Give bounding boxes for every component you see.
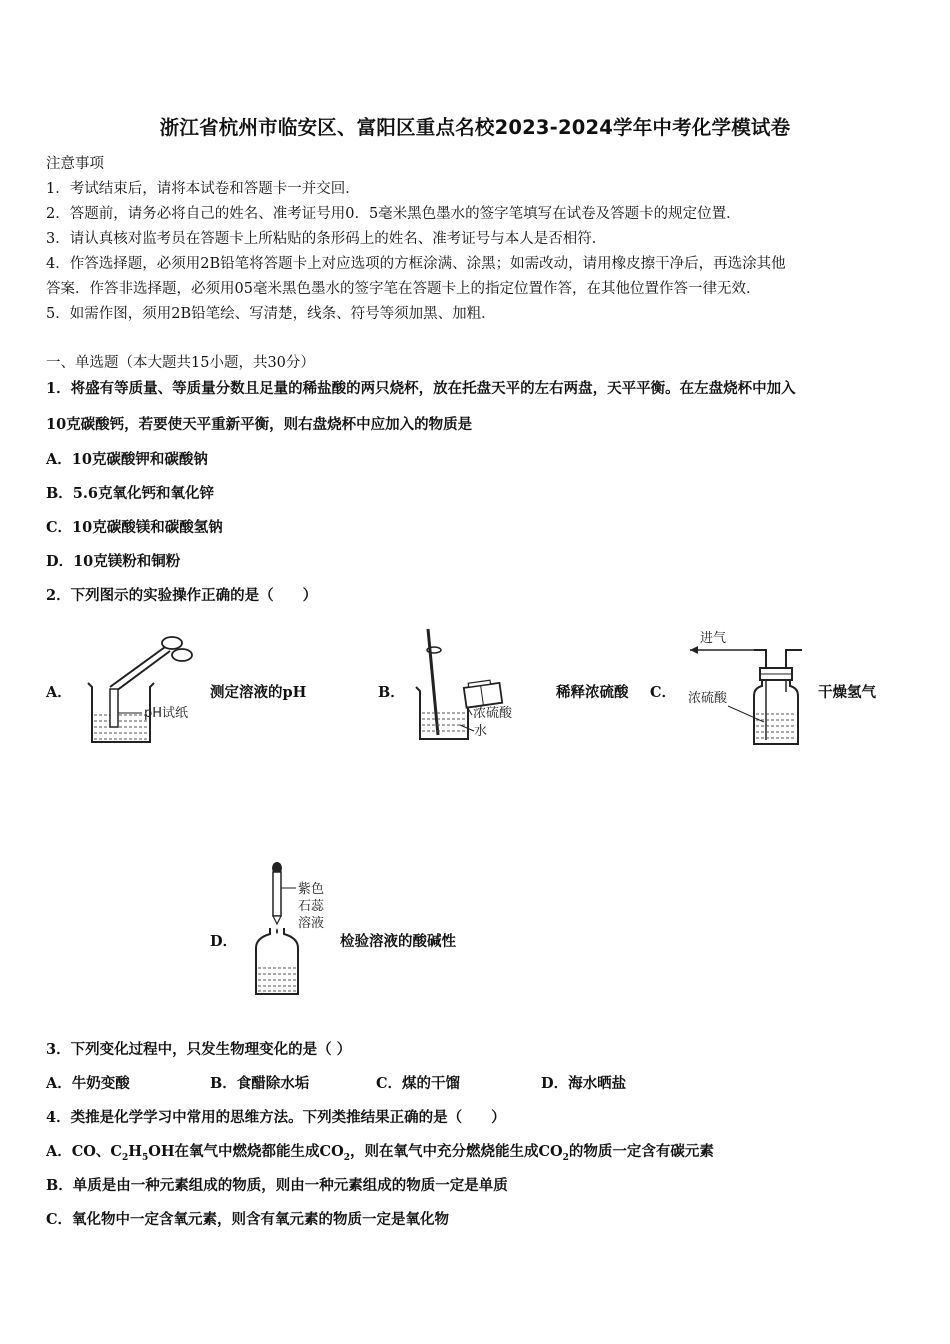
- litmus-label-3: 溶液: [298, 916, 325, 931]
- dilute-acid-figure: [410, 625, 550, 750]
- q4-stem: 4．类推是化学学习中常用的思维方法。下列类推结果正确的是（ ）: [46, 1109, 506, 1126]
- q4-option-b: B．单质是由一种元素组成的物质，则由一种元素组成的物质一定是单质: [46, 1177, 508, 1194]
- q2-option-b-caption: 稀释浓硫酸: [556, 684, 629, 701]
- notice-item: 5．如需作图，须用2B铅笔绘、写清楚，线条、符号等须加黑、加粗．: [46, 306, 496, 322]
- q2-option-a-letter: A．: [46, 684, 72, 701]
- q2-option-b-letter: B．: [378, 684, 405, 701]
- q3-option-d: D．海水晒盐: [541, 1075, 627, 1092]
- q3-stem: 3．下列变化过程中，只发生物理变化的是（ ）: [46, 1041, 352, 1058]
- litmus-label-2: 石蕊: [298, 899, 325, 914]
- q2-option-d-caption: 检验溶液的酸碱性: [340, 933, 456, 950]
- q3-option-a: A．牛奶变酸: [46, 1075, 130, 1092]
- q2-option-a-caption: 测定溶液的pH: [210, 684, 307, 701]
- q3-option-b: B．食醋除水垢: [210, 1075, 310, 1092]
- notice-item: 2．答题前，请务必将自己的姓名、准考证号用0．5毫米黑色墨水的签字笔填写在试卷及答题卡的规定位置．: [46, 206, 741, 222]
- q1-stem-line2: 10克碳酸钙，若要使天平重新平衡，则右盘烧杯中应加入的物质是: [46, 416, 473, 433]
- q1-option-b: B．5.6克氧化钙和氧化锌: [46, 485, 214, 502]
- ph-test-figure: [80, 635, 220, 750]
- conc-acid-label: 浓硫酸: [473, 706, 513, 721]
- q3-option-c: C．煤的干馏: [376, 1075, 461, 1092]
- q2-option-d-letter: D．: [210, 933, 238, 950]
- section-heading: 一、单选题（本大题共15小题，共30分）: [46, 355, 315, 371]
- q2-option-c-letter: C．: [650, 684, 677, 701]
- notice-item: 1．考试结束后，请将本试卷和答题卡一并交回．: [46, 181, 360, 197]
- notice-item: 答案．作答非选择题，必须用05毫米黑色墨水的签字笔在答题卡上的指定位置作答，在其他位置作答一律无效．: [46, 281, 761, 297]
- q2-stem: 2．下列图示的实验操作正确的是（ ）: [46, 587, 318, 604]
- page-title: 浙江省杭州市临安区、富阳区重点名校2023-2024学年中考化学模试卷: [159, 116, 791, 139]
- q4-option-c: C．氧化物中一定含氧元素，则含有氧元素的物质一定是氧化物: [46, 1211, 450, 1228]
- q2-option-c-caption: 干燥氢气: [818, 684, 876, 701]
- q4-option-a: A．CO、$C_2H_5OH$在氧气中燃烧都能生成$CO_2$，则在氧气中充分燃烧能生成$CO_2$的物质一定含有碳元素: [46, 1143, 714, 1163]
- q1-stem-line1: 1．将盛有等质量、等质量分数且足量的稀盐酸的两只烧杯，放在托盘天平的左右两盘，天平平衡。在左盘烧杯中加入: [46, 380, 796, 397]
- notice-item: 3．请认真核对监考员在答题卡上所粘贴的条形码上的姓名、准考证号与本人是否相符．: [46, 231, 607, 247]
- q1-option-c: C．10克碳酸镁和碳酸氢钠: [46, 519, 223, 536]
- water-label: 水: [474, 724, 488, 739]
- q1-option-a: A．10克碳酸钾和碳酸钠: [46, 451, 208, 468]
- ph-paper-label: pH试纸: [144, 706, 189, 721]
- litmus-test-figure: [248, 858, 348, 998]
- notice-heading: 注意事项: [46, 156, 104, 172]
- notice-item: 4．作答选择题，必须用2B铅笔将答题卡上对应选项的方框涂满、涂黑；如需改动，请用橡皮擦干净后，再选涂其他: [46, 256, 786, 272]
- litmus-label-1: 紫色: [298, 882, 325, 897]
- gas-in-label: 进气: [700, 631, 727, 646]
- gas-dry-figure: [686, 622, 816, 750]
- q1-option-d: D．10克镁粉和铜粉: [46, 553, 181, 570]
- conc-acid-c-label: 浓硫酸: [688, 691, 728, 706]
